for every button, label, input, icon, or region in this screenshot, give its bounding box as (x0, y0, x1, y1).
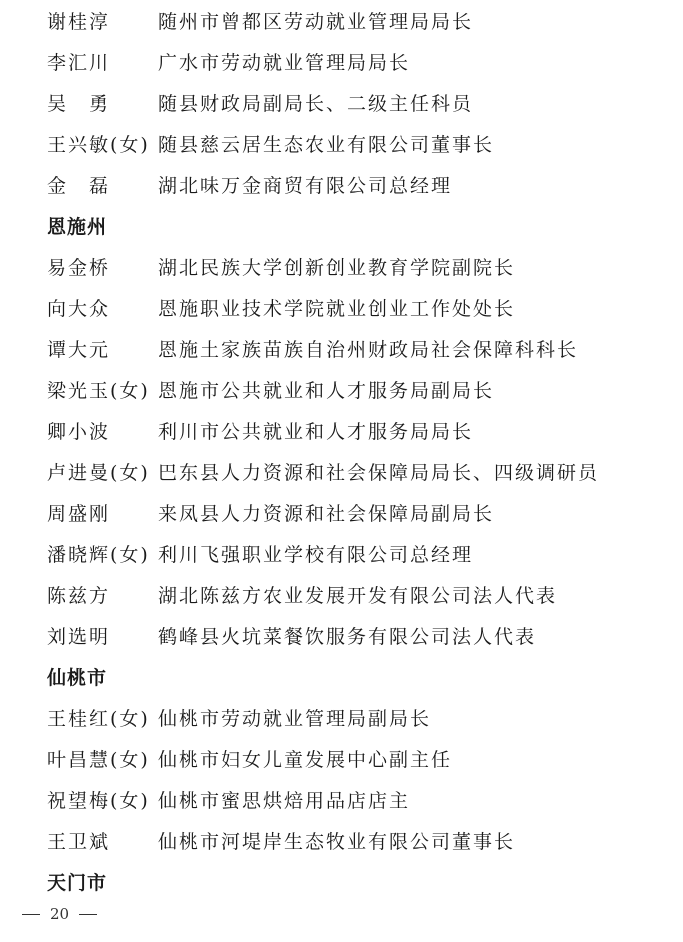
person-name: 谭大元 (47, 339, 111, 361)
section-heading: 恩施州 (47, 216, 108, 238)
person-title: 恩施市公共就业和人才服务局副局长 (158, 380, 495, 402)
roster-entry (47, 533, 667, 574)
person-title: 仙桃市河堤岸生态牧业有限公司董事长 (158, 831, 516, 853)
person-name: 祝望梅(女) (47, 790, 150, 812)
roster-entry (47, 697, 667, 738)
person-title: 仙桃市蜜思烘焙用品店店主 (158, 790, 411, 812)
person-name: 谢桂淳 (47, 11, 111, 33)
roster-entry (47, 287, 667, 328)
person-title: 鹤峰县火坑菜餐饮服务有限公司法人代表 (158, 626, 537, 648)
person-title: 湖北陈兹方农业发展开发有限公司法人代表 (158, 585, 558, 607)
roster-entry (47, 451, 667, 492)
roster-entry (47, 246, 667, 287)
roster-entry (47, 574, 667, 615)
person-title: 仙桃市妇女儿童发展中心副主任 (158, 749, 453, 771)
roster-list (47, 0, 667, 902)
roster-entry (47, 779, 667, 820)
page-footer (22, 905, 97, 923)
person-title: 随县财政局副局长、二级主任科员 (158, 93, 474, 115)
person-name: 金 磊 (47, 175, 111, 197)
person-title: 湖北味万金商贸有限公司总经理 (158, 175, 453, 197)
roster-entry (47, 123, 667, 164)
person-title: 湖北民族大学创新创业教育学院副院长 (158, 257, 516, 279)
roster-entry (47, 164, 667, 205)
person-title: 巴东县人力资源和社会保障局局长、四级调研员 (158, 462, 600, 484)
roster-entry (47, 820, 667, 861)
footer-dash-left (22, 914, 40, 915)
person-name: 卿小波 (47, 421, 111, 443)
person-name: 潘晓辉(女) (47, 544, 150, 566)
person-name: 向大众 (47, 298, 111, 320)
person-name: 李汇川 (47, 52, 111, 74)
person-name: 梁光玉(女) (47, 380, 150, 402)
person-title: 随县慈云居生态农业有限公司董事长 (158, 134, 495, 156)
person-name: 易金桥 (47, 257, 111, 279)
person-name: 周盛刚 (47, 503, 111, 525)
section-heading: 仙桃市 (47, 667, 108, 689)
roster-entry (47, 369, 667, 410)
roster-entry (47, 410, 667, 451)
person-title: 利川市公共就业和人才服务局局长 (158, 421, 474, 443)
person-name: 吴 勇 (47, 93, 111, 115)
page-number: 20 (50, 905, 70, 923)
person-title: 利川飞强职业学校有限公司总经理 (158, 544, 474, 566)
person-name: 陈兹方 (47, 585, 111, 607)
roster-entry (47, 0, 667, 41)
roster-entry (47, 328, 667, 369)
roster-entry (47, 615, 667, 656)
person-title: 来凤县人力资源和社会保障局副局长 (158, 503, 495, 525)
person-name: 刘选明 (47, 626, 111, 648)
person-title: 恩施土家族苗族自治州财政局社会保障科科长 (158, 339, 579, 361)
person-title: 恩施职业技术学院就业创业工作处处长 (158, 298, 516, 320)
person-name: 王桂红(女) (47, 708, 150, 730)
person-title: 随州市曾都区劳动就业管理局局长 (158, 11, 474, 33)
person-name: 卢进曼(女) (47, 462, 150, 484)
section-heading: 天门市 (47, 872, 108, 894)
person-title: 广水市劳动就业管理局局长 (158, 52, 411, 74)
person-name: 王兴敏(女) (47, 134, 150, 156)
roster-entry (47, 41, 667, 82)
footer-dash-right (79, 914, 97, 915)
person-title: 仙桃市劳动就业管理局副局长 (158, 708, 432, 730)
person-name: 王卫斌 (47, 831, 111, 853)
roster-entry (47, 492, 667, 533)
roster-entry (47, 82, 667, 123)
roster-entry (47, 738, 667, 779)
person-name: 叶昌慧(女) (47, 749, 150, 771)
